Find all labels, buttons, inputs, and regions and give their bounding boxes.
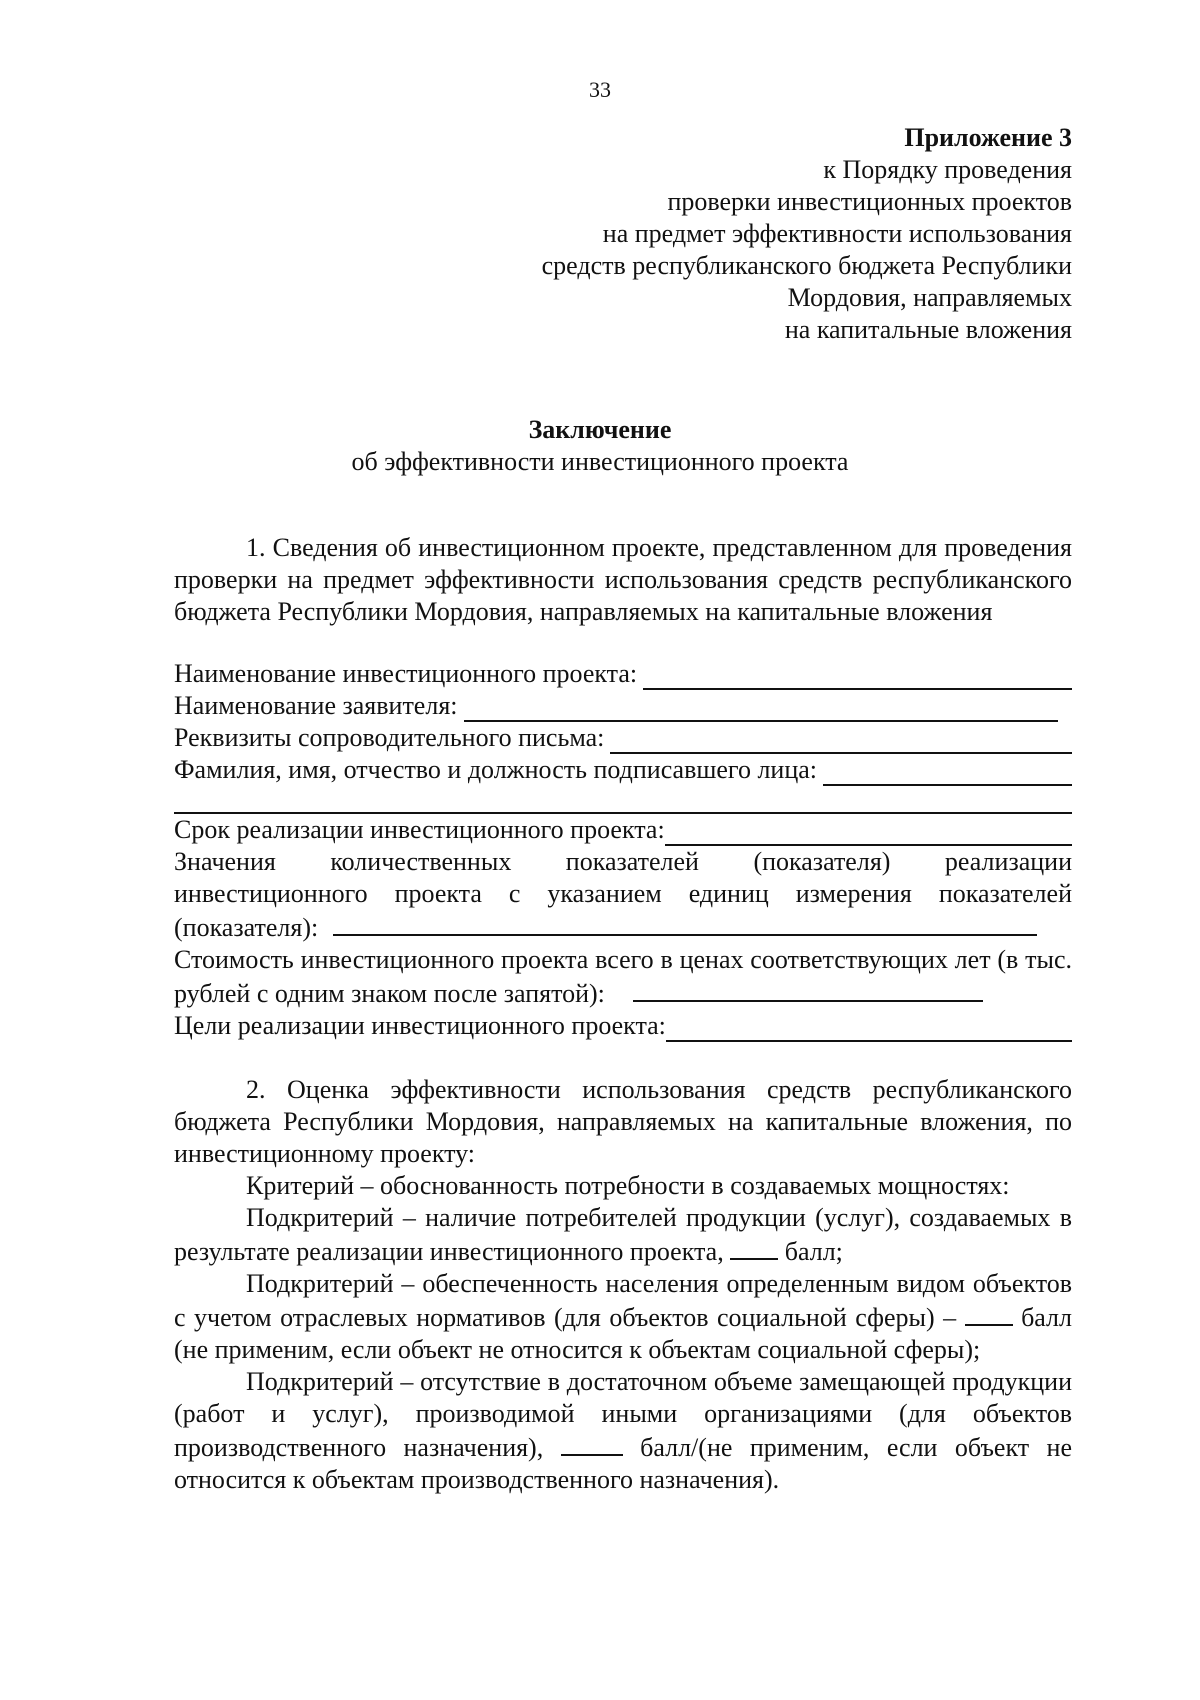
fill-in-line[interactable]	[633, 976, 983, 1002]
annex-line: проверки инвестиционных проектов	[667, 187, 1072, 216]
score-blank[interactable]	[730, 1234, 778, 1260]
field-label: Наименование инвестиционного проекта:	[174, 659, 638, 688]
section-2-intro: 2. Оценка эффективности использования средств республиканского бюджета Республики Мордовия, направляемых на капитальные вложения, по инвестиционному проекту:	[174, 1075, 1072, 1168]
fill-in-line[interactable]	[610, 728, 1072, 754]
field-label: Стоимость инвестиционного проекта всего в ценах соответствующих лет (в тыс. рублей с одним знаком после запятой):	[174, 945, 1072, 1008]
field-label: Фамилия, имя, отчество и должность подписавшего лица:	[174, 755, 818, 784]
subcriterion-text: Подкритерий – наличие потребителей продукции (услуг), создаваемых в результате реализации инвестиционного проекта,	[174, 1203, 1072, 1266]
annex-header	[432, 122, 1072, 346]
field-cost	[174, 944, 1072, 1010]
annex-line: Мордовия, направляемых	[787, 283, 1072, 312]
document-heading	[0, 414, 1200, 478]
field-goals	[174, 1010, 1072, 1042]
document-body	[174, 532, 1072, 1496]
subcriterion-text: Подкритерий – обеспеченность населения определенным видом объектов с учетом отраслевых нормативов (для объектов социальной сферы) –	[174, 1269, 1072, 1332]
subcriterion-provision	[174, 1268, 1072, 1366]
fill-in-line[interactable]	[333, 910, 1037, 936]
annex-line: к Порядку проведения	[823, 155, 1072, 184]
field-label: Значения количественных показателей (показателя) реализации инвестиционного проекта с указанием единиц измерения показателей (показателя):	[174, 847, 1072, 942]
score-blank[interactable]	[965, 1300, 1013, 1326]
subcriterion-consumers	[174, 1202, 1072, 1268]
field-signer	[174, 754, 1072, 786]
field-applicant	[174, 690, 1072, 722]
document-subtitle: об эффективности инвестиционного проекта	[351, 447, 849, 476]
annex-line: на предмет эффективности использования	[602, 219, 1072, 248]
subcriterion-unit: балл;	[784, 1237, 843, 1266]
subcriterion-substitute	[174, 1366, 1072, 1496]
fill-in-line[interactable]	[666, 1016, 1072, 1042]
field-term	[174, 814, 1072, 846]
field-label: Реквизиты сопроводительного письма:	[174, 723, 605, 752]
fill-in-line[interactable]	[464, 696, 1059, 722]
annex-title: Приложение 3	[904, 123, 1072, 152]
fill-in-line[interactable]	[665, 820, 1072, 846]
field-label: Цели реализации инвестиционного проекта:	[174, 1011, 666, 1040]
fill-in-line[interactable]	[174, 786, 1072, 814]
field-cover-letter	[174, 722, 1072, 754]
subcriterion-unit: балл (не применим, если объект не относится к объектам социальной сферы);	[174, 1303, 1073, 1364]
annex-line: средств республиканского бюджета Республики	[541, 251, 1072, 280]
document-title: Заключение	[528, 415, 672, 444]
subcriterion-text: Подкритерий – отсутствие в достаточном объеме замещающей продукции (работ и услуг), производимой иными организациями (для объектов производственного назначения),	[174, 1367, 1072, 1462]
annex-line: на капитальные вложения	[784, 315, 1072, 344]
fill-in-line[interactable]	[823, 760, 1072, 786]
section-1-intro: 1. Сведения об инвестиционном проекте, представленном для проведения проверки на предмет эффективности использования средств республиканского бюджета Республики Мордовия, направляемых на капитальные вложения	[174, 533, 1072, 626]
page-number: 33	[589, 77, 611, 102]
criterion: Критерий – обоснованность потребности в создаваемых мощностях:	[246, 1171, 1010, 1200]
score-blank[interactable]	[561, 1430, 623, 1456]
field-label: Наименование заявителя:	[174, 691, 458, 720]
field-project-name	[174, 658, 1072, 690]
subcriterion-unit: балл/(не применим, если объект не относится к объектам производственного назначения).	[174, 1433, 1073, 1494]
field-label: Срок реализации инвестиционного проекта:	[174, 815, 665, 844]
field-indicators	[174, 846, 1072, 944]
fill-in-line[interactable]	[643, 664, 1072, 690]
